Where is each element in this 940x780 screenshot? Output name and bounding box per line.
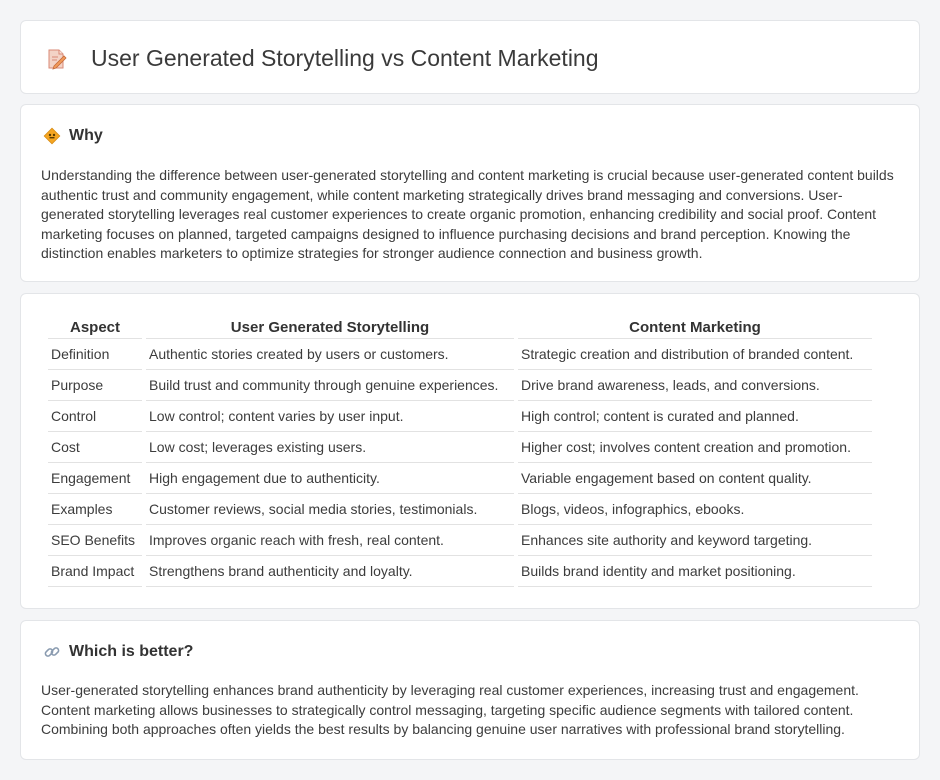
aspect-cell: Cost [48, 432, 142, 463]
cm-cell: Enhances site authority and keyword targeting. [518, 525, 872, 556]
table-row [48, 370, 872, 401]
table-row [48, 556, 872, 587]
cm-cell: Builds brand identity and market positioning. [518, 556, 872, 587]
table-row [48, 463, 872, 494]
aspect-cell: Control [48, 401, 142, 432]
column-header-content-marketing: Content Marketing [518, 316, 872, 339]
cm-cell: High control; content is curated and planned. [518, 401, 872, 432]
ugs-cell: Authentic stories created by users or customers. [146, 339, 514, 370]
aspect-cell: Brand Impact [48, 556, 142, 587]
why-title: Why [69, 127, 103, 144]
which-is-better-text: User-generated storytelling enhances brand authenticity by leveraging real customer experiences, increasing trust and engagement. Content marketing allows businesses to strategically control messaging, targeting specific audience segments with tailored content. Combining both approaches often yields the best results by balancing genuine user narratives with professional brand storytelling. [41, 682, 859, 737]
cm-cell: Higher cost; involves content creation and promotion. [518, 432, 872, 463]
title-row [45, 45, 599, 72]
ugs-cell: Build trust and community through genuine experiences. [146, 370, 514, 401]
aspect-cell: Engagement [48, 463, 142, 494]
ugs-cell: High engagement due to authenticity. [146, 463, 514, 494]
cm-cell: Strategic creation and distribution of branded content. [518, 339, 872, 370]
ugs-cell: Low cost; leverages existing users. [146, 432, 514, 463]
table-row [48, 432, 872, 463]
table-row [48, 494, 872, 525]
aspect-cell: Examples [48, 494, 142, 525]
ugs-cell: Low control; content varies by user input. [146, 401, 514, 432]
header-card [20, 20, 920, 94]
document-pencil-icon [45, 47, 69, 71]
cm-cell: Variable engagement based on content quality. [518, 463, 872, 494]
table-header-row [48, 316, 872, 339]
comparison-table [44, 316, 876, 587]
cm-cell: Drive brand awareness, leads, and conversions. [518, 370, 872, 401]
which-is-better-heading [43, 643, 193, 661]
table-row [48, 525, 872, 556]
ugs-cell: Customer reviews, social media stories, testimonials. [146, 494, 514, 525]
why-text: Understanding the difference between user-generated storytelling and content marketing is crucial because user-generated content builds authentic trust and community engagement, while content marketing strategically drives brand messaging and conversions. User-generated storytelling leverages real customer experiences to create organic promotion, enhancing credibility and social proof. Content marketing focuses on planned, targeted campaigns designed to influence purchasing decisions and brand perception. Knowing the distinction enables marketers to optimize strategies for stronger audience connection and business growth. [41, 167, 894, 261]
why-card [20, 104, 920, 282]
why-heading [43, 127, 103, 145]
column-header-user-generated-storytelling: User Generated Storytelling [146, 316, 514, 339]
column-header-aspect: Aspect [48, 316, 142, 339]
table-row [48, 339, 872, 370]
comparison-card [20, 293, 920, 609]
table-row [48, 401, 872, 432]
which-is-better-title: Which is better? [69, 643, 194, 660]
page-title: User Generated Storytelling vs Content Marketing [91, 45, 599, 71]
diamond-sign-icon [43, 127, 61, 145]
aspect-cell: SEO Benefits [48, 525, 142, 556]
which-is-better-card [20, 620, 920, 760]
ugs-cell: Strengthens brand authenticity and loyalty. [146, 556, 514, 587]
cm-cell: Blogs, videos, infographics, ebooks. [518, 494, 872, 525]
aspect-cell: Purpose [48, 370, 142, 401]
ugs-cell: Improves organic reach with fresh, real content. [146, 525, 514, 556]
aspect-cell: Definition [48, 339, 142, 370]
link-icon [43, 643, 61, 661]
